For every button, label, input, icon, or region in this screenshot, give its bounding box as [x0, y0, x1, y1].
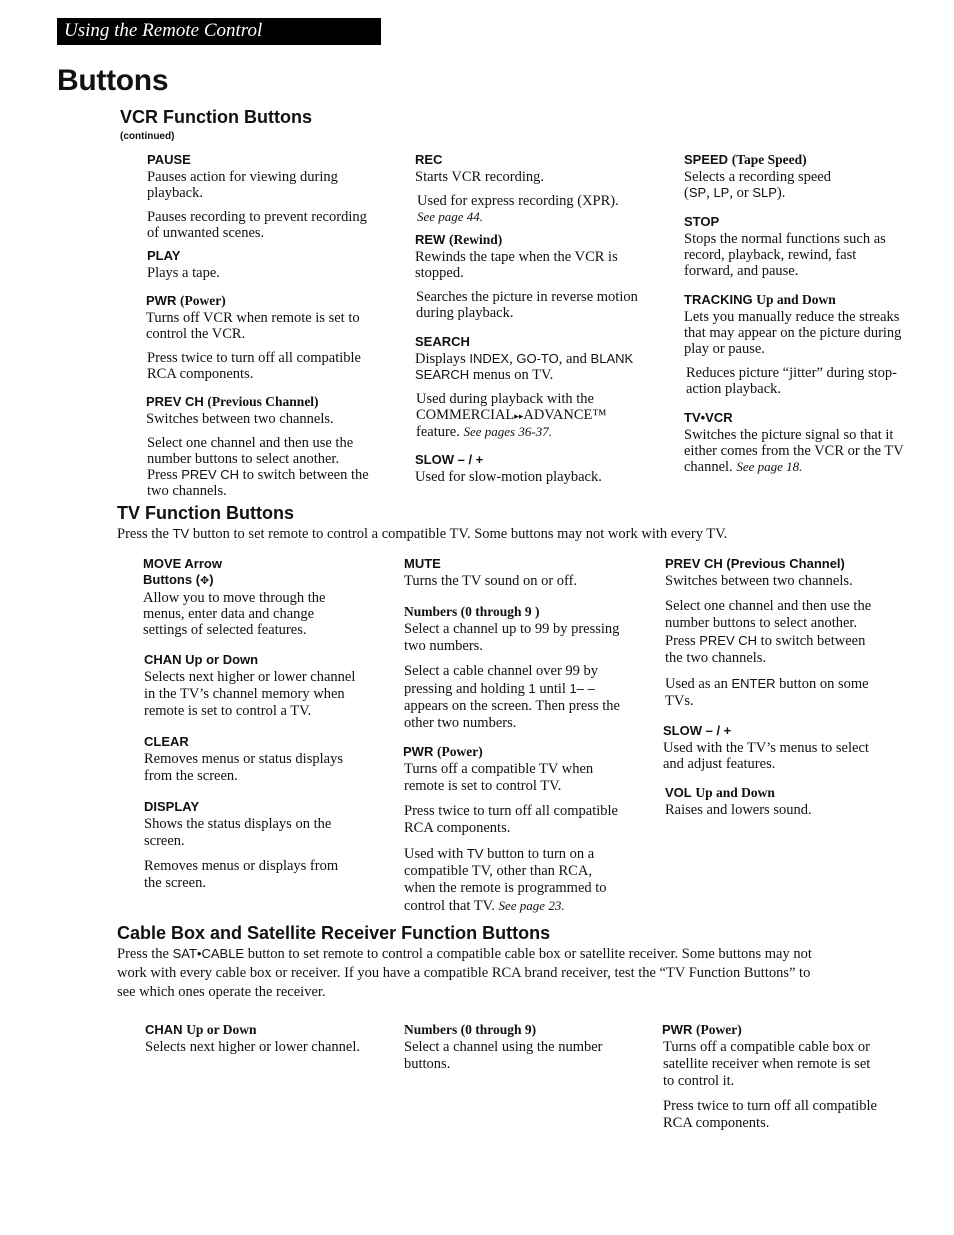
- description: Press twice to turn off all compatible RCA components.: [404, 803, 618, 836]
- description: Plays a tape.: [147, 265, 220, 281]
- button-name: SEARCH: [415, 334, 470, 349]
- cable-column-2: [404, 1022, 622, 1073]
- tv-display-entry: [144, 799, 358, 892]
- description: Pauses recording to prevent recording of unwanted scenes.: [147, 209, 367, 241]
- button-name: MOVE Arrow: [143, 556, 222, 571]
- tv-slow-entry: [663, 723, 880, 772]
- vcr-rew-entry: [415, 232, 640, 321]
- button-qualifier: (Tape Speed): [731, 152, 807, 167]
- button-name: TV•VCR: [684, 410, 733, 425]
- description: Select one channel and then use the number buttons to select another. Press PREV CH to switch between the two channels.: [665, 598, 872, 666]
- description: Displays INDEX, GO-TO, and BLANK SEARCH menus on TV.: [415, 351, 634, 383]
- description: Turns off VCR when remote is set to control the VCR.: [146, 310, 360, 342]
- description: Switches between two channels.: [665, 573, 853, 589]
- double-arrow-icon: ▸▸: [514, 411, 524, 421]
- cable-chan-entry: [145, 1022, 360, 1056]
- button-qualifier: (Previous Channel): [207, 394, 319, 409]
- button-name: PWR: [146, 293, 177, 308]
- description: Rewinds the tape when the VCR is stopped.: [415, 249, 618, 281]
- page-title: Buttons: [57, 64, 169, 97]
- description: Removes menus or status displays from the screen.: [144, 751, 343, 784]
- button-name: SPEED: [684, 152, 729, 167]
- tv-intro: Press the TV button to set remote to control a compatible TV. Some buttons may not work with every TV.: [117, 526, 728, 542]
- tv-mute-entry: [404, 556, 622, 590]
- button-name: PWR: [403, 744, 434, 759]
- vcr-search-entry: [415, 334, 640, 440]
- vcr-column-2: [415, 152, 640, 485]
- button-qualifier: Up and Down: [756, 292, 836, 307]
- button-qualifier: (Rewind): [448, 232, 503, 247]
- description: Starts VCR recording.: [415, 169, 545, 185]
- description: Turns off a compatible TV when remote is set to control TV.: [404, 761, 594, 794]
- button-name: PREV CH: [146, 394, 204, 409]
- button-qualifier: (Power): [179, 293, 226, 308]
- description: Used with TV button to turn on a compatible TV, other than RCA, when the remote is programmed to control that TV. See page 23.: [404, 846, 607, 914]
- vcr-column-1: [147, 152, 372, 499]
- description: Switches between two channels.: [146, 411, 334, 427]
- button-name: Numbers (0 through 9 ): [404, 604, 540, 619]
- button-name: DISPLAY: [144, 799, 200, 814]
- vcr-pwr-entry: [146, 293, 372, 382]
- description: Selects next higher or lower channel in the TV’s channel memory when remote is set to control a TV.: [144, 669, 356, 719]
- vcr-slow-entry: [415, 452, 640, 485]
- description: Press twice to turn off all compatible RCA components.: [663, 1098, 877, 1131]
- button-name: PREV CH (Previous Channel): [665, 556, 845, 571]
- description: (SP, LP, or SLP).: [684, 185, 786, 201]
- tv-pwr-entry: [403, 744, 622, 915]
- button-name: MUTE: [404, 556, 441, 571]
- page-reference: See page 44.: [417, 209, 484, 224]
- continued-label: (continued): [120, 131, 175, 142]
- description: Press twice to turn off all compatible RCA components.: [147, 350, 361, 382]
- vcr-prevch-entry: [146, 394, 372, 499]
- description: Stops the normal functions such as record, playback, rewind, fast forward, and pause.: [684, 231, 886, 279]
- button-name: TRACKING: [684, 292, 753, 307]
- button-name: SLOW – / +: [663, 723, 732, 738]
- tv-column-2: [404, 556, 622, 915]
- button-name: PLAY: [147, 248, 181, 263]
- description: Selects next higher or lower channel.: [145, 1039, 361, 1055]
- cable-column-1: [145, 1022, 360, 1056]
- tv-clear-entry: [144, 734, 358, 785]
- cable-intro: Press the SAT•CABLE button to set remote to control a compatible cable box or satellite receiver. Some buttons may not work with every cable box or receiver. If you have a compatible RCA brand receiver, test the “TV Function Buttons” to see which ones operate the receiver.: [117, 946, 812, 1000]
- button-name: PAUSE: [147, 152, 191, 167]
- vcr-heading: VCR Function Buttons: [120, 107, 312, 127]
- button-name: CHAN: [145, 1022, 183, 1037]
- description: Used as an ENTER button on some TVs.: [665, 676, 869, 709]
- description: Shows the status displays on the screen.: [144, 816, 332, 849]
- description: Selects a recording speed: [684, 169, 831, 185]
- page-reference: See pages 36-37.: [463, 424, 552, 439]
- tv-move-entry: MOVE Arrow Buttons (✥) Allow you to move through the menus, enter data and change settings of selected features.: [143, 556, 358, 638]
- vcr-speed-entry: [684, 152, 906, 201]
- description: Removes menus or displays from the screen.: [144, 858, 339, 891]
- description: Turns the TV sound on or off.: [404, 573, 578, 589]
- tv-chan-entry: [144, 652, 358, 720]
- button-name: REC: [415, 152, 443, 167]
- cable-column-3: [662, 1022, 877, 1132]
- cable-heading: Cable Box and Satellite Receiver Function Buttons: [117, 923, 551, 943]
- tv-prevch-entry: [665, 556, 880, 710]
- tv-column-1: [143, 556, 358, 892]
- button-name: Numbers (0 through 9): [404, 1022, 537, 1037]
- vcr-rec-entry: [415, 152, 640, 225]
- vcr-play-entry: [147, 248, 372, 281]
- tv-column-3: [665, 556, 880, 819]
- tv-heading: TV Function Buttons: [117, 503, 294, 523]
- button-name: VOL: [665, 785, 692, 800]
- description: Used during playback with the COMMERCIAL▸▸ADVANCE™ feature. See pages 36-37.: [416, 391, 607, 440]
- description: Used for express recording (XPR).: [417, 193, 619, 209]
- description: Pauses action for viewing during playback.: [147, 169, 338, 201]
- description: Used for slow-motion playback.: [415, 469, 602, 485]
- page-reference: See page 23.: [498, 898, 565, 913]
- description: Select a cable channel over 99 by pressing and holding 1 until 1– – appears on the screen. Then press the other two numbers.: [404, 663, 620, 731]
- description: Raises and lowers sound.: [665, 802, 812, 818]
- vcr-tvvcr-entry: [684, 410, 906, 475]
- description: Select a channel up to 99 by pressing two numbers.: [404, 621, 620, 654]
- description: Select a channel using the number buttons.: [404, 1039, 603, 1072]
- description: Turns off a compatible cable box or satellite receiver when remote is set to control it.: [663, 1039, 871, 1089]
- tv-vol-entry: [665, 785, 880, 819]
- page-reference: See page 18.: [736, 459, 803, 474]
- description: Allow you to move through the menus, enter data and change settings of selected features.: [143, 590, 326, 638]
- button-qualifier: Up or Down: [186, 1022, 257, 1037]
- vcr-column-3: [684, 152, 906, 475]
- button-name: STOP: [684, 214, 720, 229]
- banner-text: Using the Remote Control: [64, 20, 263, 41]
- cable-numbers-entry: [404, 1022, 622, 1073]
- button-name: CHAN Up or Down: [144, 652, 259, 667]
- description: Switches the picture signal so that it either comes from the VCR or the TV channel. See page 18.: [684, 427, 904, 475]
- description: Reduces picture “jitter” during stop-action playback.: [686, 365, 897, 397]
- button-qualifier: Up and Down: [695, 785, 775, 800]
- vcr-stop-entry: [684, 214, 906, 279]
- vcr-pause-entry: [147, 152, 372, 241]
- description: Used with the TV’s menus to select and adjust features.: [663, 740, 869, 772]
- button-name: CLEAR: [144, 734, 189, 749]
- cable-pwr-entry: [662, 1022, 877, 1132]
- description: Searches the picture in reverse motion during playback.: [416, 289, 638, 321]
- button-qualifier: (Power): [436, 744, 483, 759]
- button-qualifier: (Power): [695, 1022, 742, 1037]
- button-name: PWR: [662, 1022, 693, 1037]
- section-banner: [57, 18, 381, 45]
- description: Lets you manually reduce the streaks that may appear on the picture during play or pause.: [684, 309, 902, 357]
- description: Select one channel and then use the number buttons to select another. Press PREV CH to switch between the two channels.: [147, 435, 369, 499]
- vcr-tracking-entry: [684, 292, 906, 397]
- arrow-pad-icon: ✥: [200, 575, 210, 587]
- tv-numbers-entry: [404, 604, 622, 732]
- button-name: SLOW – / +: [415, 452, 484, 467]
- button-name: REW: [415, 232, 446, 247]
